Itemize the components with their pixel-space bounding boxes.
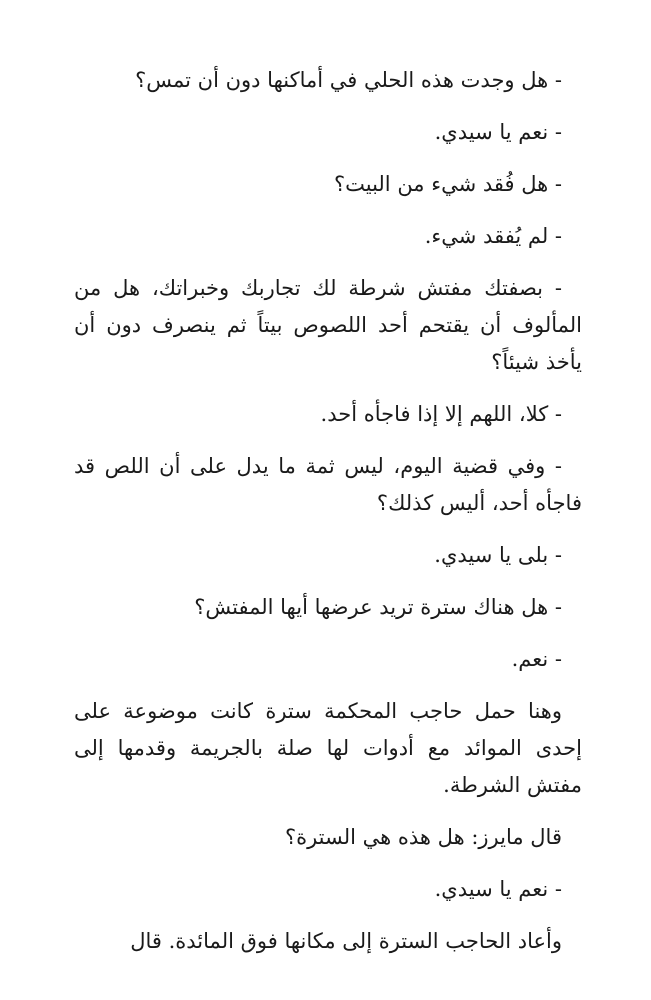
paragraph-9: - هل هناك سترة تريد عرضها أيها المفتش؟ — [194, 595, 562, 619]
document-page — [74, 62, 582, 975]
paragraph-1: - هل وجدت هذه الحلي في أماكنها دون أن تمس؟ — [135, 68, 562, 92]
paragraph-5: - بصفتك مفتش شرطة لك تجاربك وخبراتك، هل من المألوف أن يقتحم أحد اللصوص بيتاً ثم ينصرف دون أن يأخذ شيئاً؟ — [74, 276, 582, 374]
paragraph-3: - هل فُقد شيء من البيت؟ — [333, 172, 562, 196]
paragraph-10: - نعم. — [511, 647, 562, 671]
paragraph-11: وهنا حمل حاجب المحكمة سترة كانت موضوعة على إحدى الموائد مع أدوات لها صلة بالجريمة وقدمها إلى مفتش الشرطة. — [74, 699, 582, 797]
paragraph-8: - بلى يا سيدي. — [434, 543, 562, 567]
paragraph-12: قال مايرز: هل هذه هي السترة؟ — [284, 825, 562, 849]
paragraph-13: - نعم يا سيدي. — [434, 877, 562, 901]
paragraph-4: - لم يُفقد شيء. — [424, 224, 562, 248]
paragraph-6: - كلا، اللهم إلا إذا فاجأه أحد. — [320, 402, 562, 426]
paragraph-2: - نعم يا سيدي. — [434, 120, 562, 144]
paragraph-7: - وفي قضية اليوم، ليس ثمة ما يدل على أن اللص قد فاجأه أحد، أليس كذلك؟ — [74, 454, 582, 515]
paragraph-14: وأعاد الحاجب السترة إلى مكانها فوق المائدة. قال — [130, 929, 562, 953]
